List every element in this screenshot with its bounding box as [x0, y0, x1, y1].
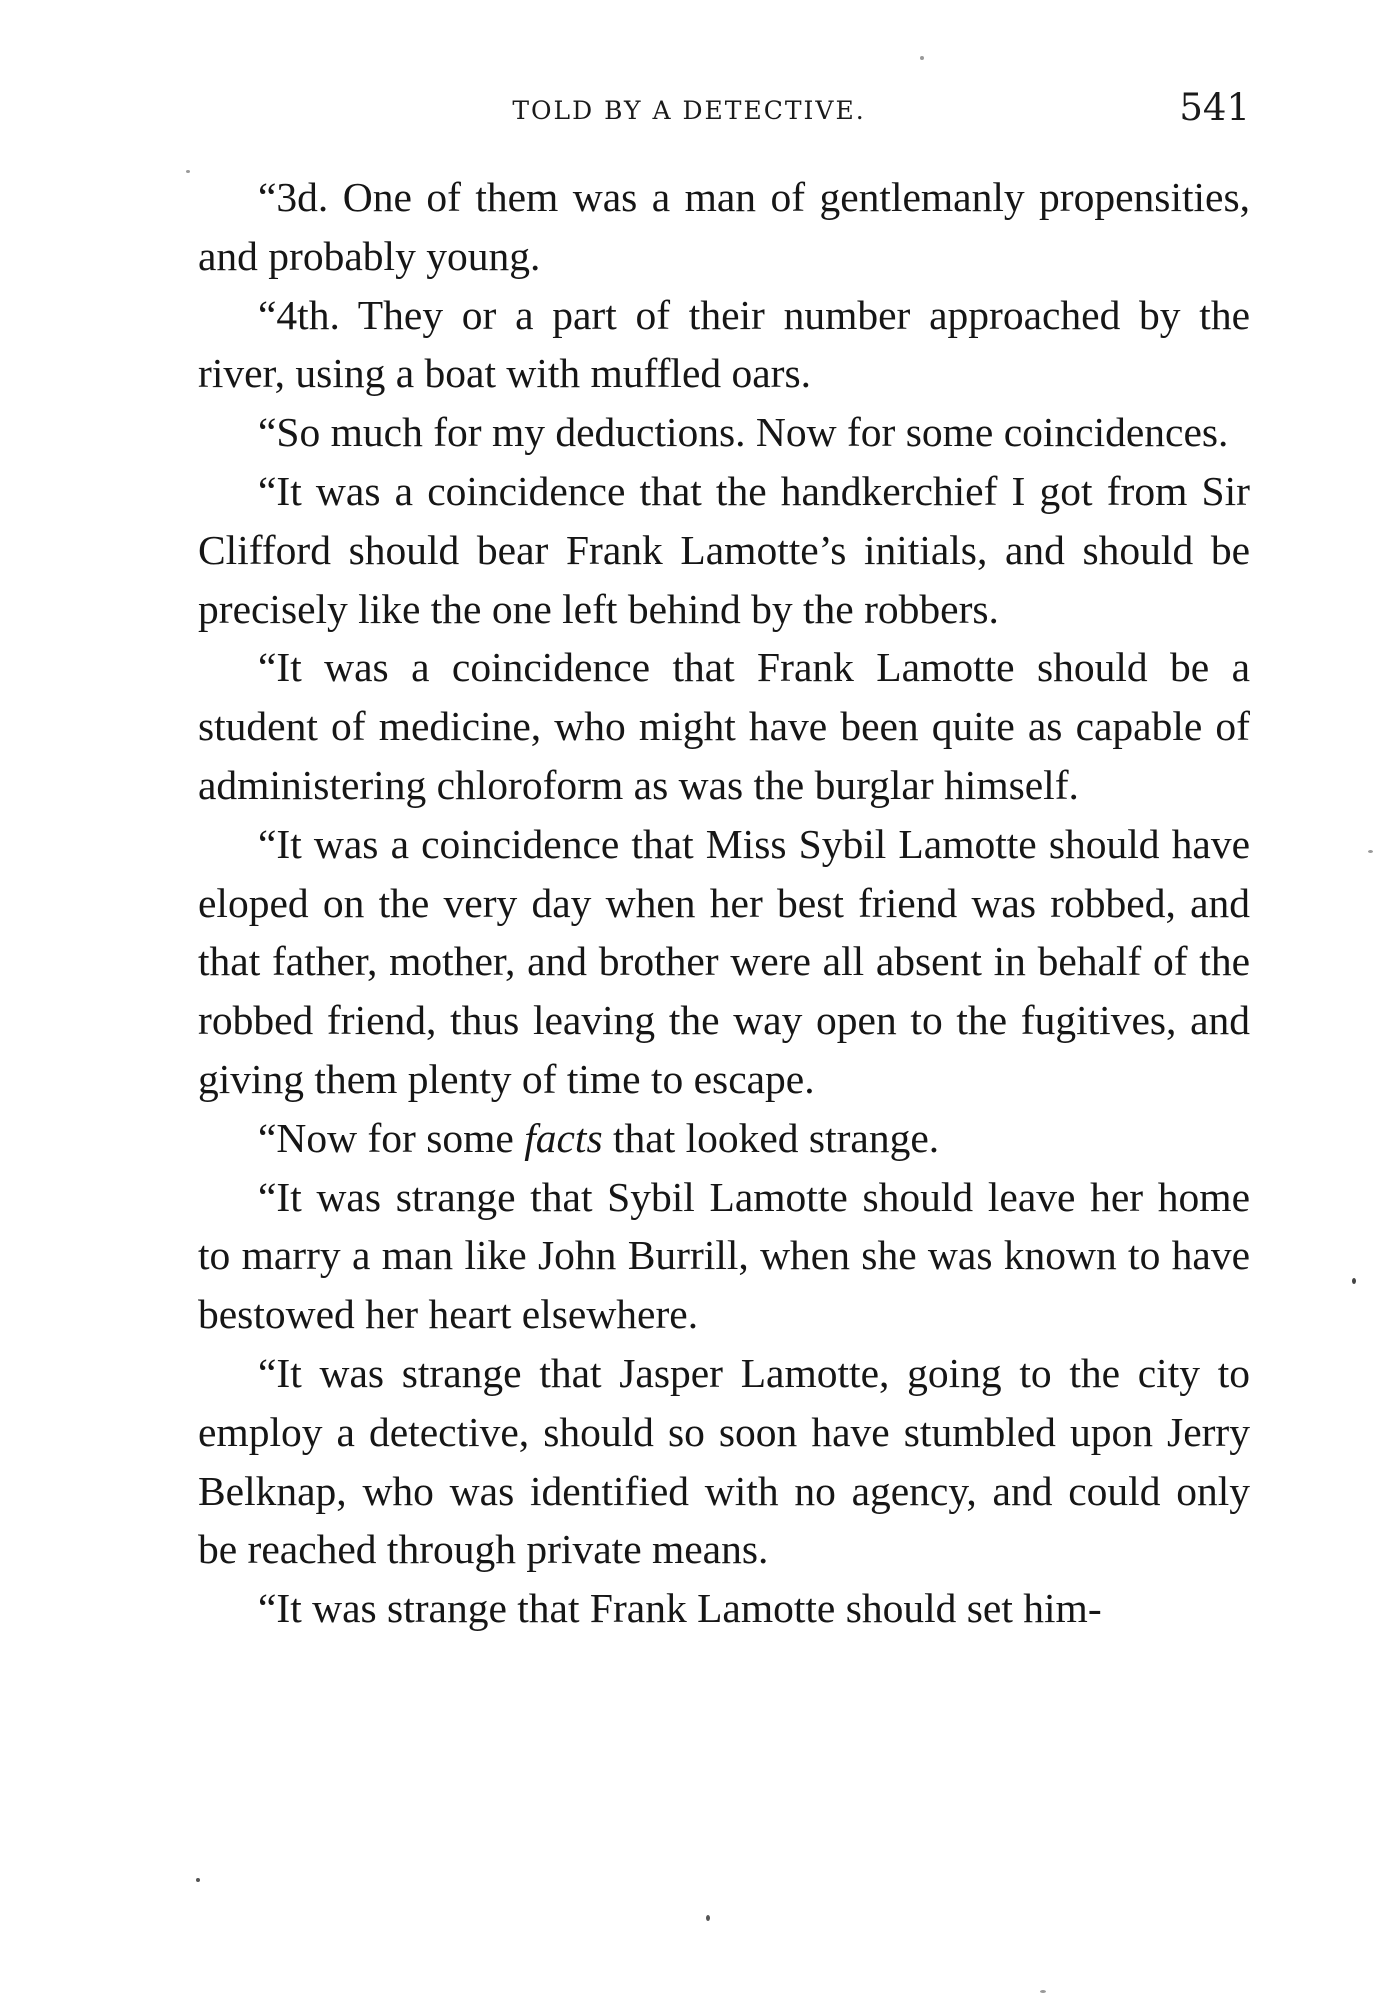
paper-speck [706, 1915, 710, 1921]
paragraph-coincidence-handkerchief: “It was a coincidence that the handkerchief I got from Sir Clifford should bear Frank Lamotte’s initials, and should be precisely like the one left behind by the robbers. [198, 467, 1250, 632]
paper-speck [920, 56, 924, 60]
paragraph-strange-sybil: “It was strange that Sybil Lamotte should leave her home to marry a man like John Burrill, when she was known to have bestowed her heart elsewhere. [198, 1173, 1250, 1338]
paper-speck [1040, 1990, 1046, 1993]
paragraph-deduction-4: “4th. They or a part of their number approached by the river, using a boat with muffled oars. [198, 291, 1250, 397]
paragraph-strange-frank: “It was strange that Frank Lamotte should set him- [258, 1585, 1102, 1632]
paragraph-coincidence-medicine: “It was a coincidence that Frank Lamotte should be a student of medicine, who might have been quite as capable of administering chloroform as was the burglar himself. [198, 644, 1250, 808]
facts-italic-word: facts [524, 1114, 603, 1161]
paper-speck [1368, 850, 1373, 853]
paper-speck [186, 170, 190, 173]
paragraph-coincidence-elopement: “It was a coincidence that Miss Sybil Lamotte should have eloped on the very day when her best friend was robbed, and that father, mother, and brother were all absent in behalf of the robbed friend, thus leaving the way open to the fugitives, and giving them plenty of time to escape. [198, 820, 1250, 1102]
paper-speck [196, 1878, 200, 1882]
paper-speck [1352, 1278, 1356, 1284]
facts-intro-after: that looked strange. [602, 1114, 940, 1161]
paragraph-so-much-for-deductions: “So much for my deductions. Now for some coincidences. [258, 409, 1229, 456]
body-text [198, 168, 1250, 1638]
paragraph-deduction-3: “3d. One of them was a man of gentlemanly propensities, and probably young. [198, 174, 1250, 279]
page-number: 541 [1179, 86, 1250, 129]
running-title: TOLD BY A DETECTIVE. [512, 96, 866, 125]
running-head [198, 84, 1250, 134]
paragraph-strange-jasper: “It was strange that Jasper Lamotte, going to the city to employ a detective, should so soon have stumbled upon Jerry Belknap, who was identified with no agency, and could only be reached through private means. [198, 1349, 1250, 1573]
paragraph-facts-intro [198, 1109, 1250, 1168]
facts-intro-before: “Now for some [258, 1114, 525, 1161]
